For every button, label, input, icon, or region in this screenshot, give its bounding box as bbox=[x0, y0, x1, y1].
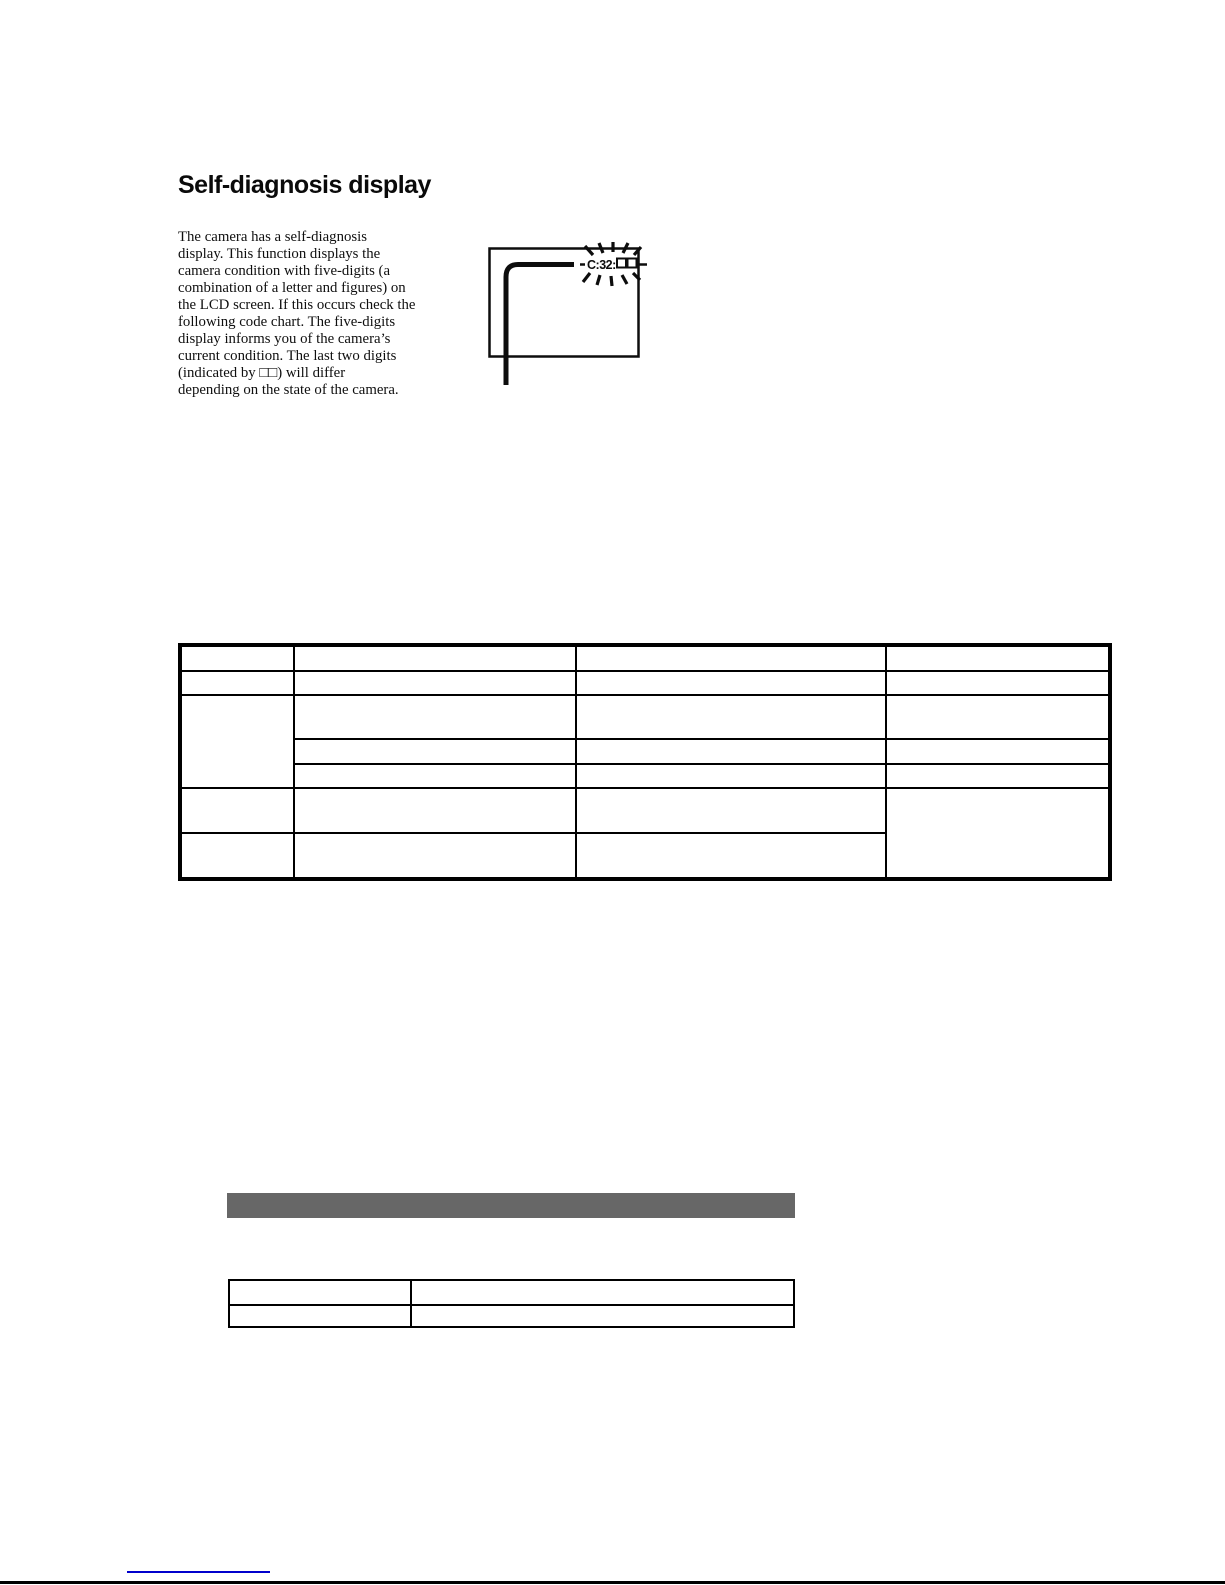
table-cell bbox=[576, 671, 886, 695]
body-line: camera condition with five-digits (a bbox=[178, 263, 391, 279]
table-cell bbox=[294, 671, 576, 695]
table-row bbox=[180, 695, 1110, 739]
table-cell bbox=[180, 671, 294, 695]
table-cell bbox=[294, 833, 576, 879]
table-cell bbox=[886, 739, 1110, 764]
body-line: the LCD screen. If this occurs check the bbox=[178, 297, 416, 313]
table-cell bbox=[886, 671, 1110, 695]
table-cell bbox=[180, 695, 294, 788]
body-paragraph bbox=[178, 229, 415, 399]
table-cell bbox=[229, 1280, 411, 1305]
table-row bbox=[180, 764, 1110, 788]
table-row bbox=[229, 1305, 794, 1327]
table-cell bbox=[576, 695, 886, 739]
section-header-bar bbox=[227, 1193, 795, 1218]
body-line: display. This function displays the bbox=[178, 246, 381, 262]
page-title: Self-diagnosis display bbox=[178, 171, 431, 199]
table-row bbox=[180, 671, 1110, 695]
page-bottom-rule bbox=[0, 1581, 1225, 1584]
lcd-corner-line bbox=[506, 265, 574, 386]
table-cell bbox=[886, 788, 1110, 879]
code-chart-table bbox=[178, 643, 1112, 881]
body-line: (indicated by □□) will differ bbox=[178, 365, 346, 381]
table-cell bbox=[180, 833, 294, 879]
code-digit-box bbox=[617, 259, 626, 268]
table-cell bbox=[180, 788, 294, 833]
small-table-section bbox=[228, 1279, 795, 1328]
table-cell bbox=[886, 645, 1110, 671]
table-cell bbox=[576, 764, 886, 788]
flash-rays-bottom bbox=[583, 273, 640, 286]
table-cell bbox=[576, 788, 886, 833]
table-row bbox=[180, 739, 1110, 764]
table-cell bbox=[294, 645, 576, 671]
footer-link-underline[interactable] bbox=[127, 1571, 270, 1573]
table-cell bbox=[886, 764, 1110, 788]
table-cell bbox=[576, 645, 886, 671]
table-row bbox=[180, 645, 1110, 671]
table-cell bbox=[294, 695, 576, 739]
table-cell bbox=[576, 833, 886, 879]
self-diagnosis-code: C:32: bbox=[587, 258, 616, 272]
body-line: current condition. The last two digits bbox=[178, 348, 397, 364]
table-cell bbox=[294, 788, 576, 833]
body-line: display informs you of the camera’s bbox=[178, 331, 391, 347]
table-cell bbox=[294, 764, 576, 788]
table-cell bbox=[411, 1305, 794, 1327]
table-cell bbox=[180, 645, 294, 671]
body-line: depending on the state of the camera. bbox=[178, 382, 399, 398]
body-line: The camera has a self-diagnosis bbox=[178, 229, 367, 245]
table-cell bbox=[294, 739, 576, 764]
small-table bbox=[228, 1279, 795, 1328]
body-line: following code chart. The five-digits bbox=[178, 314, 396, 330]
lcd-screen-illustration bbox=[480, 240, 650, 390]
code-digit-box bbox=[628, 259, 637, 268]
code-chart bbox=[178, 643, 1112, 881]
table-row bbox=[229, 1280, 794, 1305]
table-cell bbox=[229, 1305, 411, 1327]
body-line: combination of a letter and figures) on bbox=[178, 280, 406, 296]
table-cell bbox=[576, 739, 886, 764]
table-row bbox=[180, 788, 1110, 833]
table-cell bbox=[411, 1280, 794, 1305]
table-cell bbox=[886, 695, 1110, 739]
